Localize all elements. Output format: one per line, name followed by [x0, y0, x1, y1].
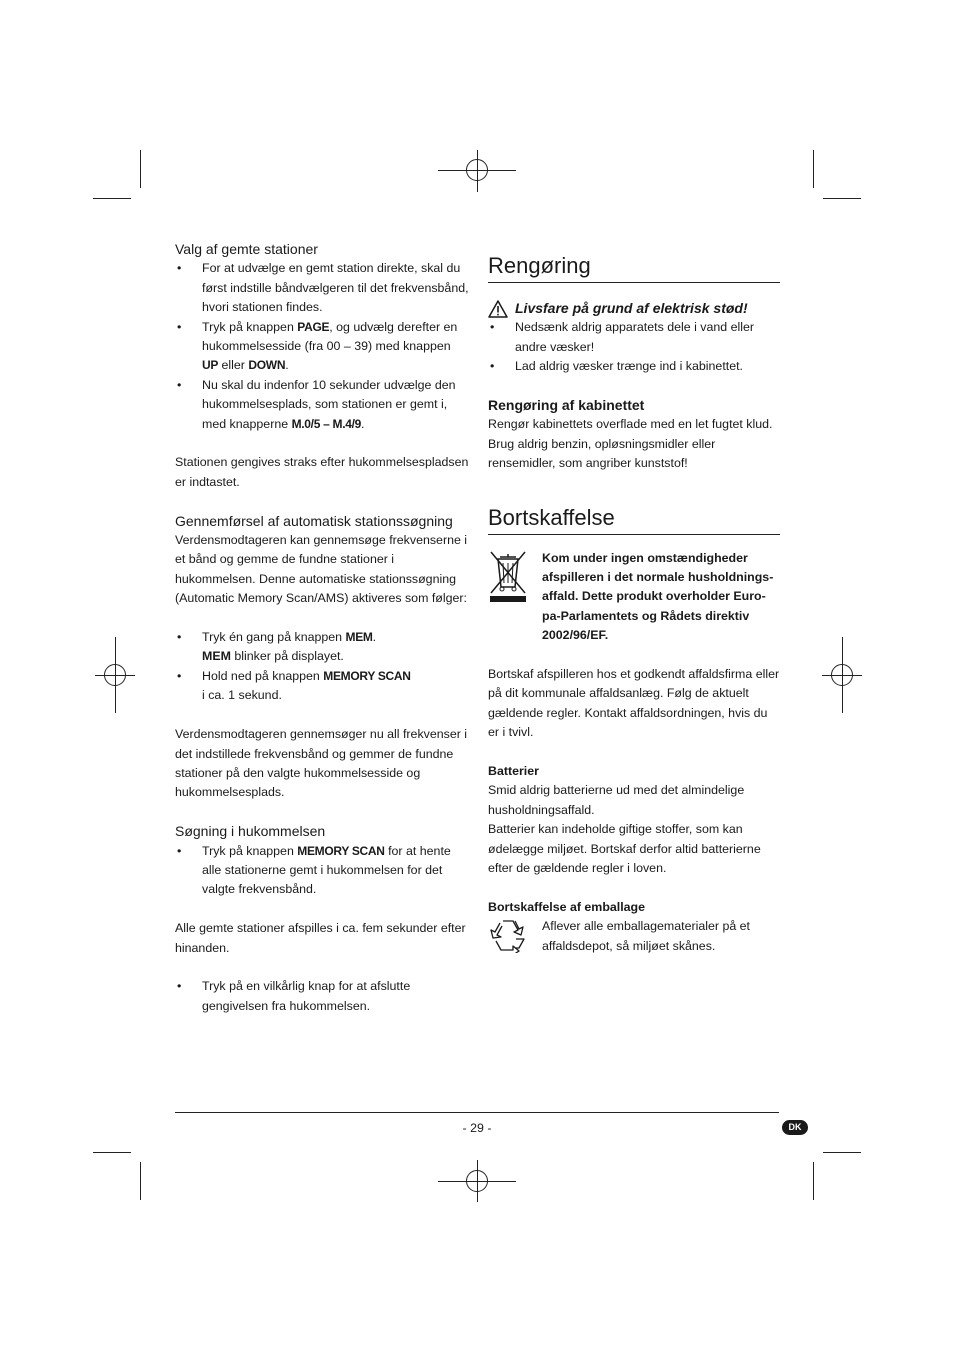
key-label: DOWN [248, 358, 286, 373]
weee-notice [488, 549, 780, 646]
recycle-icon [488, 917, 528, 953]
paragraph: Alle gemte stationer afspilles i ca. fem sekunder efter hinanden. [175, 921, 466, 955]
paragraph: Verdensmodtageren kan gennemsøge frekvenserne i et bånd og gemme de fundne stationer i hukommelsen. Denne automatiske stationssøgning (Automatic Memory Scan/AMS) aktiveres som følger: [175, 533, 468, 606]
section-heading: Gennemførsel af automatisk stationssøgning [175, 512, 453, 529]
key-label: MEM [345, 630, 373, 645]
subsection-heading: Rengøring af kabinettet [488, 397, 645, 414]
key-label: PAGE [297, 319, 330, 334]
list-item: • Tryk på knappen PAGE, og udvælg derefter en hukommelsesside (fra 00 – 39) med knappen UP eller DOWN. [175, 318, 470, 376]
bullet-list [175, 628, 470, 706]
bullet-list [175, 977, 470, 1016]
left-column [175, 240, 470, 1016]
warning-heading: Livsfare på grund af elektrisk stød! [488, 299, 780, 318]
list-item: • For at udvælge en gemt station direkte, skal du først indstille båndvælgeren til det frekvensbånd, hvori stationen findes. [175, 259, 470, 317]
section-title: Bortskaffelse [488, 504, 780, 535]
paragraph: Rengør kabinettets overflade med en let fugtet klud. Brug aldrig benzin, opløsningsmidler eller rensemidler, som angriber kunststof! [488, 417, 773, 471]
key-label: MEMORY SCAN [323, 668, 411, 683]
key-label: M.0/5 – M.4/9 [291, 416, 362, 431]
paragraph: Smid aldrig batterierne ud med det almindelige husholdningsaffald. [488, 783, 745, 817]
key-label: UP [202, 358, 219, 373]
bullet-list [175, 259, 470, 434]
list-item: • Tryk på en vilkårlig knap for at afslutte gengivelsen fra hukommelsen. [175, 977, 470, 1016]
language-badge: DK [782, 1120, 808, 1135]
section-heading: Valg af gemte stationer [175, 241, 318, 257]
weee-text: Kom under ingen omstændigheder afspilleren i det normale husholdnings-affald. Dette produkt overholder Euro-pa-Parlamentets og Rådets direktiv 2002/96/EF. [542, 550, 774, 643]
section-title: Rengøring [488, 252, 780, 283]
list-item: • Hold ned på knappen MEMORY SCAN i ca. 1 sekund. [175, 667, 470, 706]
section-heading: Søgning i hukommelsen [175, 823, 326, 840]
right-column [488, 252, 780, 960]
key-label: MEMORY SCAN [297, 843, 385, 858]
paragraph: Stationen gengives straks efter hukommelsespladsen er indtastet. [175, 455, 469, 489]
bullet-list [175, 842, 470, 900]
page-number: - 29 - [462, 1121, 492, 1135]
list-item: • Tryk én gang på knappen MEM. MEM blinker på displayet. [175, 628, 470, 667]
subsection-heading: Batterier [488, 764, 539, 779]
list-item: • Lad aldrig væsker trænge ind i kabinettet. [488, 357, 780, 376]
subsection-heading: Bortskaffelse af emballage [488, 899, 646, 914]
list-item: • Tryk på knappen MEMORY SCAN for at hente alle stationerne gemt i hukommelsen for det valgte frekvensbånd. [175, 842, 470, 900]
bullet-list [488, 318, 780, 376]
footer-rule [175, 1112, 779, 1113]
list-item: • Nedsænk aldrig apparatets dele i vand eller andre væsker! [488, 318, 780, 357]
paragraph: Bortskaf afspilleren hos et godkendt affaldsfirma eller på dit kommunale affaldsanlæg. Følg de aktuelt gældende regler. Kontakt affaldsordningen, hvis du er i tvivl. [488, 667, 780, 740]
paragraph: Verdensmodtageren gennemsøger nu all frekvenser i det indstillede frekvensbånd og gemmer de fundne stationer på den valgte hukommelsesside og hukommelsesplads. [175, 727, 468, 800]
warning-triangle-icon [488, 300, 508, 318]
packaging-text: Aflever alle emballagematerialer på et affaldsdepot, så miljøet skånes. [542, 919, 750, 953]
packaging-notice [488, 917, 780, 959]
paragraph: Batterier kan indeholde giftige stoffer, som kan ødelægge miljøet. Bortskaf derfor altid batterierne efter de gældende regler i loven. [488, 822, 761, 876]
list-item: • Nu skal du indenfor 10 sekunder udvælge den hukommelsesplads, som stationen er gemt i, med knapperne M.0/5 – M.4/9. [175, 376, 470, 434]
crossed-bin-icon [488, 549, 528, 605]
